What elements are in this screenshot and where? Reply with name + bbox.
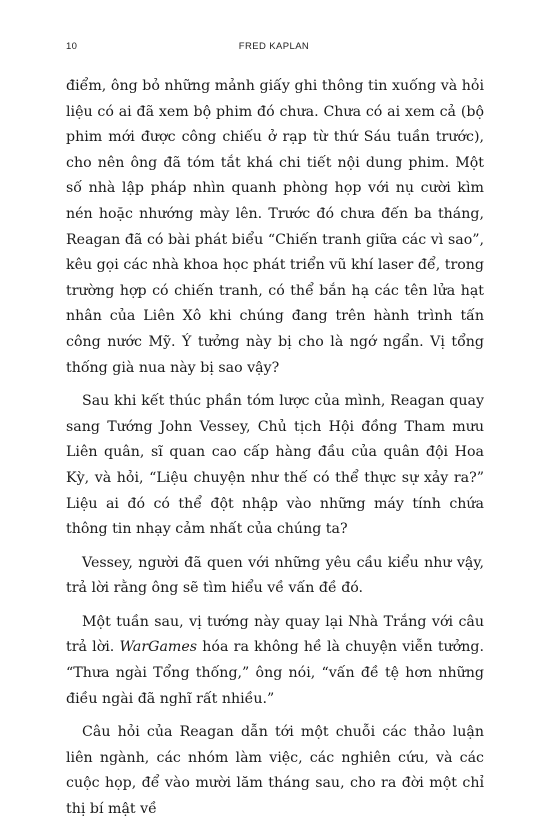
paragraph-4-start: Một tuần sau, vị tướng này quay lại Nhà Trắng với câu trả lời. [66, 613, 484, 656]
paragraph-4-end: hóa ra không hề là chuyện viễn tưởng. “Thưa ngài Tổng thống,” ông nói, “vấn đề tệ hơn những điều ngài đã nghĩ rất nhiều.” [66, 639, 484, 707]
paragraph-4 [66, 610, 484, 712]
page-number: 10 [66, 41, 78, 52]
body-text [66, 74, 484, 831]
running-head: FRED KAPLAN [238, 41, 310, 52]
paragraph-3: Vessey, người đã quen với những yêu cầu kiểu như vậy, trả lời rằng ông sẽ tìm hiểu về vấn đề đó. [66, 554, 484, 597]
paragraph-2: Sau khi kết thúc phần tóm lược của mình, Reagan quay sang Tướng John Vessey, Chủ tịch Hội đồng Tham mưu Liên quân, sĩ quan cao cấp hàng đầu của quân đội Hoa Kỳ, và hỏi, “Liệu chuyện như thế có thể thực sự xảy ra?” Liệu ai đó có thể đột nhập vào những máy tính chứa thông tin nhạy cảm nhất của chúng ta? [66, 393, 484, 538]
page-header [66, 41, 482, 55]
paragraph-5: Câu hỏi của Reagan dẫn tới một chuỗi các thảo luận liên ngành, các nhóm làm việc, các nghiên cứu, và các cuộc họp, để vào mười lăm tháng sau, cho ra đời một chỉ thị bí mật về [66, 724, 484, 818]
paragraph-1: điểm, ông bỏ những mảnh giấy ghi thông tin xuống và hỏi liệu có ai đã xem bộ phim đó chưa. Chưa có ai xem cả (bộ phim mới được công chiếu ở rạp từ thứ Sáu tuần trước), cho nên ông đã tóm tắt khá chi tiết nội dung phim. Một số nhà lập pháp nhìn quanh phòng họp với nụ cười kìm nén hoặc nhướng mày lên. Trước đó chưa đến ba tháng, Reagan đã có bài phát biểu “Chiến tranh giữa các vì sao”, kêu gọi các nhà khoa học phát triển vũ khí laser để, trong trường hợp có chiến tranh, có thể bắn hạ các tên lửa hạt nhân của Liên Xô khi chúng đang trên hành trình tấn công nước Mỹ. Ý tưởng này bị cho là ngớ ngẩn. Vị tổng thống già nua này bị sao vậy? [66, 78, 484, 376]
film-title: WarGames [119, 639, 198, 656]
